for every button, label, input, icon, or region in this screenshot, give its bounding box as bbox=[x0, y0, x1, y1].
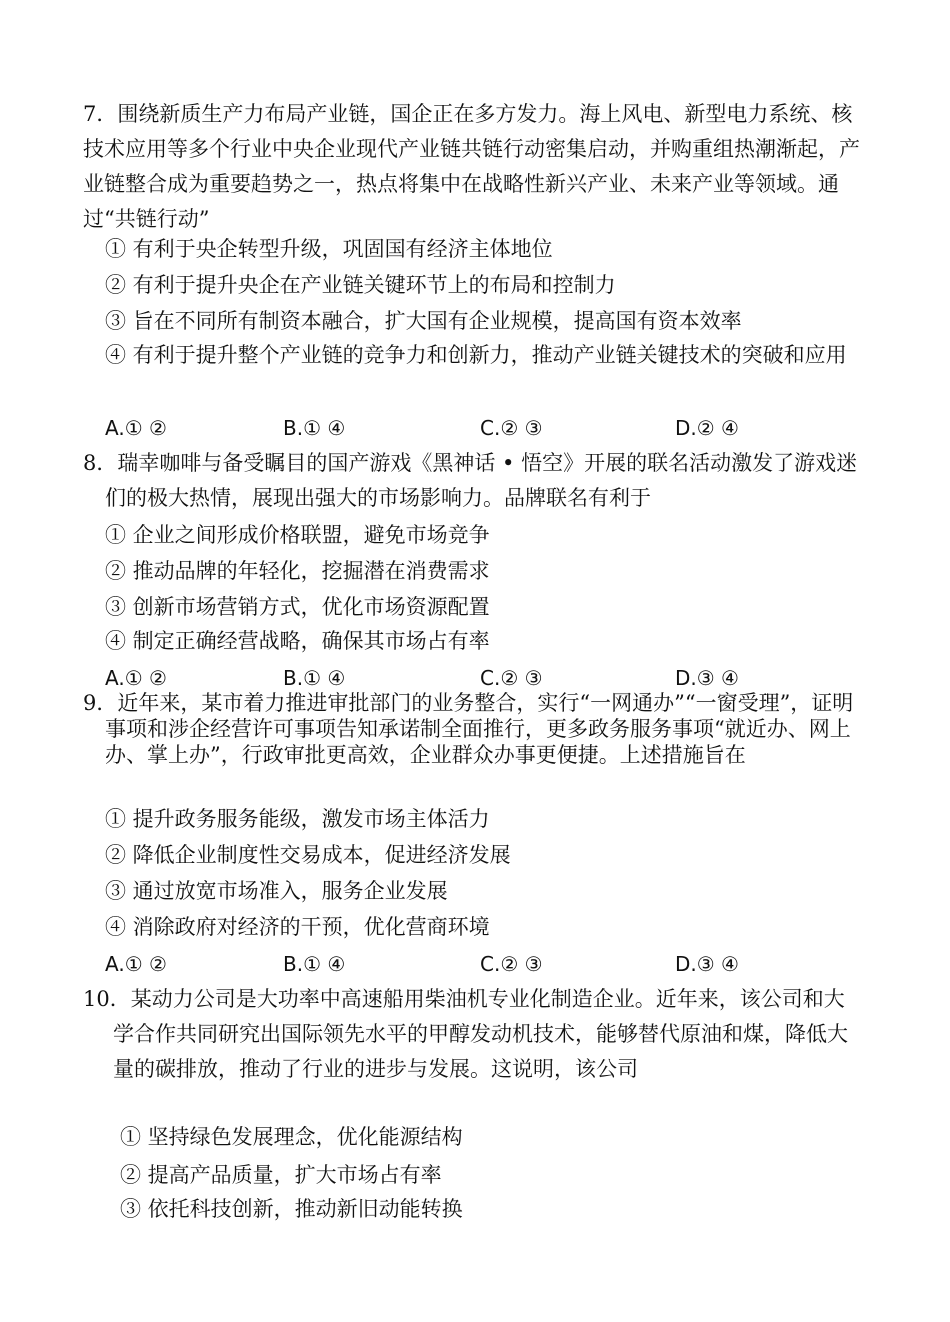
choice-c[interactable]: C.② ③ bbox=[480, 952, 543, 976]
answer-choices bbox=[105, 416, 865, 446]
option-3: ③ 通过放宽市场准入，服务企业发展 bbox=[105, 879, 448, 903]
question-stem: 8．瑞幸咖啡与备受瞩目的国产游戏《黑神话 • 悟空》开展的联名活动激发了游戏迷们的极大热情，展现出强大的市场影响力。品牌联名有利于 bbox=[83, 451, 858, 510]
question-9 bbox=[83, 690, 863, 768]
option-3: ③ 依托科技创新，推动新旧动能转换 bbox=[120, 1197, 463, 1221]
option-3: ③ 旨在不同所有制资本融合，扩大国有企业规模，提高国有资本效率 bbox=[105, 309, 742, 333]
option-2: ② 有利于提升央企在产业链关键环节上的布局和控制力 bbox=[105, 273, 616, 297]
option-2: ② 提高产品质量，扩大市场占有率 bbox=[120, 1163, 442, 1187]
option-4: ④ 消除政府对经济的干预，优化营商环境 bbox=[105, 915, 490, 939]
choice-d[interactable]: D.③ ④ bbox=[675, 952, 739, 976]
option-1: ① 提升政务服务能级，激发市场主体活力 bbox=[105, 807, 490, 831]
answer-choices bbox=[105, 952, 865, 982]
choice-c[interactable]: C.② ③ bbox=[480, 416, 543, 440]
choice-b[interactable]: B.① ④ bbox=[283, 666, 346, 690]
option-3: ③ 创新市场营销方式，优化市场资源配置 bbox=[105, 595, 490, 619]
option-4: ④ 有利于提升整个产业链的竞争力和创新力，推动产业链关键技术的突破和应用 bbox=[105, 343, 847, 367]
option-2: ② 降低企业制度性交易成本，促进经济发展 bbox=[105, 843, 511, 867]
question-stem: 9．近年来，某市着力推进审批部门的业务整合，实行“一网通办”“一窗受理”，证明事项和涉企经营许可事项告知承诺制全面推行，更多政务服务事项“就近办、网上办、掌上办”，行政审批更高效，企业群众办事更便捷。上述措施旨在 bbox=[83, 691, 854, 767]
option-1: ① 有利于央企转型升级，巩固国有经济主体地位 bbox=[105, 237, 553, 261]
choice-a[interactable]: A.① ② bbox=[105, 666, 167, 690]
choice-d[interactable]: D.③ ④ bbox=[675, 666, 739, 690]
question-stem: 10．某动力公司是大功率中高速船用柴油机专业化制造企业。近年来，该公司和大学合作共同研究出国际领先水平的甲醇发动机技术，能够替代原油和煤，降低大量的碳排放，推动了行业的进步与发展。这说明，该公司 bbox=[83, 987, 848, 1081]
option-1: ① 企业之间形成价格联盟，避免市场竞争 bbox=[105, 523, 490, 547]
choice-a[interactable]: A.① ② bbox=[105, 416, 167, 440]
question-8 bbox=[83, 446, 863, 516]
option-1: ① 坚持绿色发展理念，优化能源结构 bbox=[120, 1125, 463, 1149]
question-7 bbox=[83, 97, 863, 237]
choice-d[interactable]: D.② ④ bbox=[675, 416, 739, 440]
choice-b[interactable]: B.① ④ bbox=[283, 952, 346, 976]
option-2: ② 推动品牌的年轻化，挖掘潜在消费需求 bbox=[105, 559, 490, 583]
choice-a[interactable]: A.① ② bbox=[105, 952, 167, 976]
choice-b[interactable]: B.① ④ bbox=[283, 416, 346, 440]
option-4: ④ 制定正确经营战略，确保其市场占有率 bbox=[105, 629, 490, 653]
choice-c[interactable]: C.② ③ bbox=[480, 666, 543, 690]
question-10 bbox=[83, 982, 863, 1087]
question-stem: 7．围绕新质生产力布局产业链，国企正在多方发力。海上风电、新型电力系统、核技术应用等多个行业中央企业现代产业链共链行动密集启动，并购重组热潮渐起，产业链整合成为重要趋势之一，热点将集中在战略性新兴产业、未来产业等领域。通过“共链行动” bbox=[83, 102, 860, 231]
